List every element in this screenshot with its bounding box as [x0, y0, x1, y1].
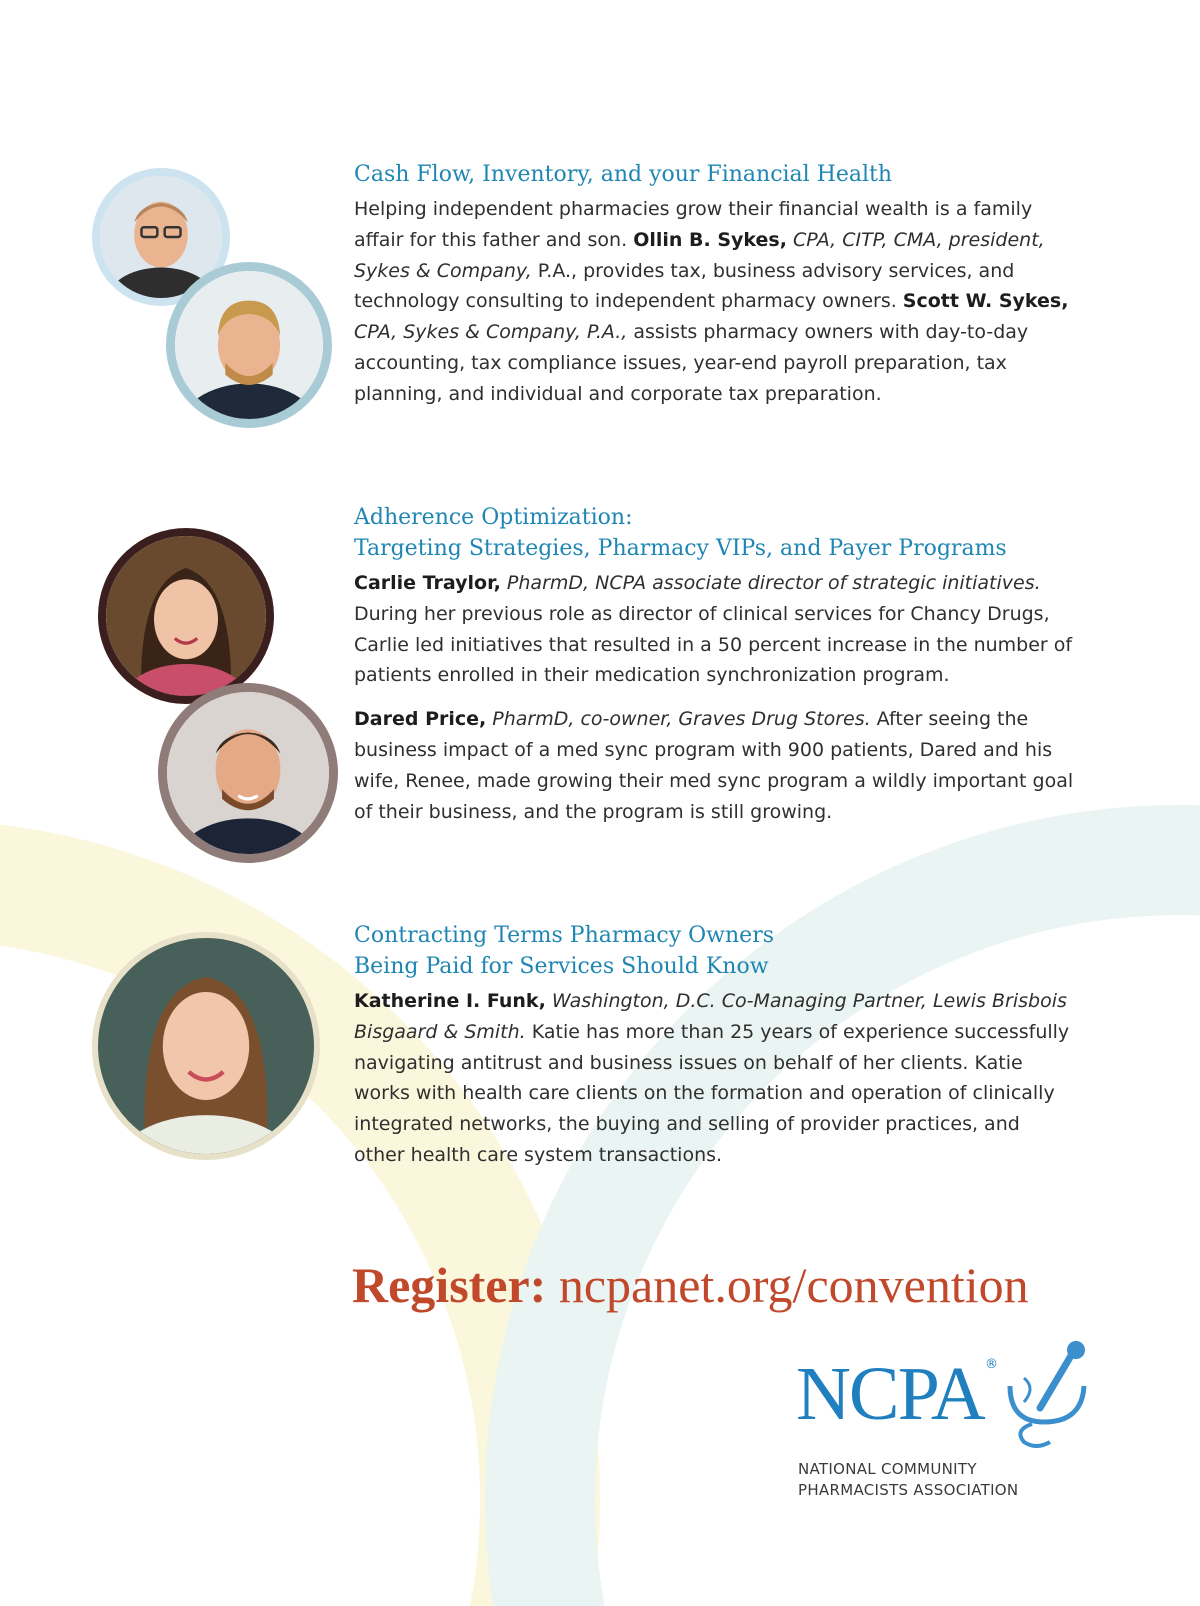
speaker-bio-funk [354, 986, 1074, 1171]
session-title [354, 159, 1074, 190]
session-title-line: Contracting Terms Pharmacy Owners [354, 923, 774, 948]
photo-carlie-traylor [98, 528, 274, 704]
bio-text: During her previous role as director of clinical services for Chancy Drugs, Carlie led initiatives that resulted in a 50 percent increase in the number of patients enrolled in their medication synchronization program. [354, 602, 1073, 687]
speaker-name: Carlie Traylor, [354, 572, 501, 594]
speaker-credentials: CPA, Sykes & Company, P.A., [354, 321, 628, 344]
logo-wordmark: NCPA [796, 1352, 984, 1436]
register-label: Register: [352, 1257, 547, 1313]
speaker-bio-price [354, 704, 1074, 827]
mortar-pestle-icon [1002, 1338, 1094, 1448]
speaker-name: Katherine I. Funk, [354, 990, 546, 1012]
photo-dared-price [158, 683, 338, 863]
speaker-credentials: PharmD, co-owner, Graves Drug Stores. [486, 708, 871, 731]
session-title-line: Cash Flow, Inventory, and your Financial Health [354, 162, 893, 187]
session-cash-flow [354, 159, 1074, 410]
register-callout [352, 1256, 1029, 1314]
session-title [354, 502, 1074, 564]
speaker-credentials: CPA, CITP, CMA, president, Sykes & Company, [354, 228, 1045, 282]
session-title-line: Being Paid for Services Should Know [354, 954, 769, 979]
logo-tagline-line: PHARMACISTS ASSOCIATION [798, 1481, 1019, 1499]
speaker-credentials: PharmD, NCPA associate director of strategic initiatives. [500, 572, 1041, 594]
bio-text: After seeing the business impact of a med sync program with 900 patients, Dared and his wife, Renee, made growing their med sync program a wildly important goal of their business, and the program is still growing. [354, 708, 1074, 823]
session-adherence [354, 502, 1074, 827]
speaker-credentials: Washington, D.C. Co-Managing Partner, Lewis Brisbois Bisgaard & Smith. [354, 990, 1067, 1043]
bio-text: assists pharmacy owners with day-to-day accounting, tax compliance issues, year-end payroll preparation, tax planning, and individual and corporate tax preparation. [354, 321, 1029, 405]
bio-text: P.A., provides tax, business advisory services, and technology consulting to independent pharmacy owners. [354, 259, 1015, 313]
speaker-name: Ollin B. Sykes, [633, 228, 787, 251]
photo-katherine-funk [92, 932, 320, 1160]
bio-text: Helping independent pharmacies grow their financial wealth is a family affair for this father and son. [354, 198, 1033, 251]
speaker-name: Scott W. Sykes, [902, 290, 1069, 313]
session-title-line: Targeting Strategies, Pharmacy VIPs, and Payer Programs [354, 536, 1007, 561]
session-title-line: Adherence Optimization: [354, 505, 633, 530]
photo-scott-sykes [166, 262, 332, 428]
session-contracting [354, 920, 1074, 1171]
logo-tagline [798, 1459, 1018, 1501]
register-link[interactable]: ncpanet.org/convention [558, 1257, 1029, 1313]
session-title [354, 920, 1074, 982]
speaker-bio-traylor [354, 568, 1074, 691]
speaker-name: Dared Price, [354, 708, 487, 731]
bio-text: Katie has more than 25 years of experience successfully navigating antitrust and business issues on behalf of her clients. Katie works with health care clients on the formation and operation of clinically integrated networks, the buying and selling of provider practices, and other health care system transactions. [354, 1020, 1070, 1166]
registered-mark: ® [985, 1357, 998, 1372]
logo-tagline-line: NATIONAL COMMUNITY [798, 1460, 977, 1478]
speaker-bio-sykes [354, 194, 1074, 410]
